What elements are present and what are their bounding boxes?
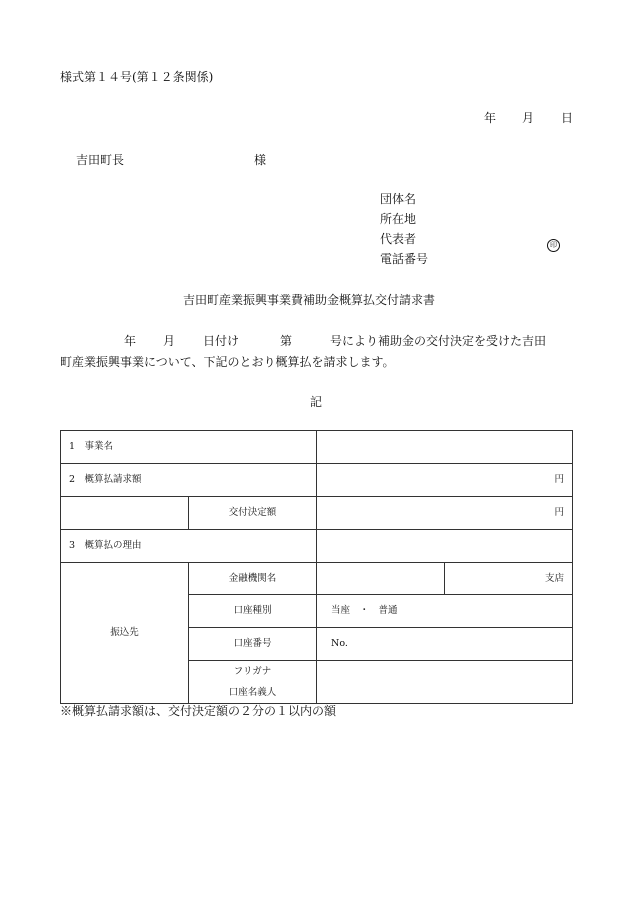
furigana-label: フリガナ xyxy=(233,666,272,677)
table-row xyxy=(61,530,573,563)
body-month: 月 xyxy=(163,334,176,348)
table-row xyxy=(61,464,573,497)
project-name-field[interactable] xyxy=(317,431,573,464)
account-type-field[interactable] xyxy=(317,595,573,628)
bank-name-label: 金融機関名 xyxy=(189,563,317,595)
phone-label: 電話番号 xyxy=(380,252,429,266)
table-row xyxy=(61,431,573,464)
body-line2: 町産業振興事業について、下記のとおり概算払を請求します。 xyxy=(60,355,395,369)
body-year: 年 xyxy=(124,334,137,348)
body-day-dated: 日付け xyxy=(203,334,240,348)
date-day: 日 xyxy=(561,111,574,125)
date-year: 年 xyxy=(484,111,497,125)
decision-amount-label: 交付決定額 xyxy=(189,497,317,530)
account-holder-label xyxy=(189,661,317,704)
document-title: 吉田町産業振興事業費補助金概算払交付請求書 xyxy=(183,293,436,307)
table-row xyxy=(61,563,573,595)
seal-mark xyxy=(547,232,560,252)
account-number-field[interactable] xyxy=(317,628,573,661)
body-line1-rest: 号により補助金の交付決定を受けた吉田 xyxy=(330,334,547,348)
seal-icon: 印 xyxy=(547,239,560,252)
addressee-honorific: 様 xyxy=(254,153,267,167)
yen-unit: 円 xyxy=(554,474,565,486)
body-dai: 第 xyxy=(280,334,293,348)
transfer-to-label: 振込先 xyxy=(61,563,189,704)
request-amount-field[interactable] xyxy=(317,464,573,497)
table-row xyxy=(61,497,573,530)
item-reason-label: 3 概算払の理由 xyxy=(61,530,317,563)
account-number-label: 口座番号 xyxy=(189,628,317,661)
account-holder-name-label: 口座名義人 xyxy=(228,687,277,698)
footnote: ※概算払請求額は、交付決定額の２分の１以内の額 xyxy=(60,704,337,718)
blank-cell xyxy=(61,497,189,530)
form-number: 様式第１４号(第１２条関係) xyxy=(60,70,214,84)
account-type-options: 当座 ・ 普通 xyxy=(331,605,398,617)
bank-name-field[interactable] xyxy=(317,563,445,595)
request-table xyxy=(60,430,573,704)
decision-amount-field[interactable] xyxy=(317,497,573,530)
addressee: 吉田町長 xyxy=(76,153,125,167)
reason-field[interactable] xyxy=(317,530,573,563)
date-month: 月 xyxy=(522,111,535,125)
branch-label: 支店 xyxy=(545,572,565,584)
item-project-name-label: 1 事業名 xyxy=(61,431,317,464)
yen-unit: 円 xyxy=(554,507,565,519)
account-number-prefix: No. xyxy=(331,638,348,650)
branch-field[interactable] xyxy=(445,563,573,595)
account-type-label: 口座種別 xyxy=(189,595,317,628)
ki-label: 記 xyxy=(310,395,323,409)
representative-label: 代表者 xyxy=(380,232,417,246)
item-request-amount-label: 2 概算払請求額 xyxy=(61,464,317,497)
address-label: 所在地 xyxy=(380,212,417,226)
organization-label: 団体名 xyxy=(380,192,417,206)
account-holder-field[interactable] xyxy=(317,661,573,704)
